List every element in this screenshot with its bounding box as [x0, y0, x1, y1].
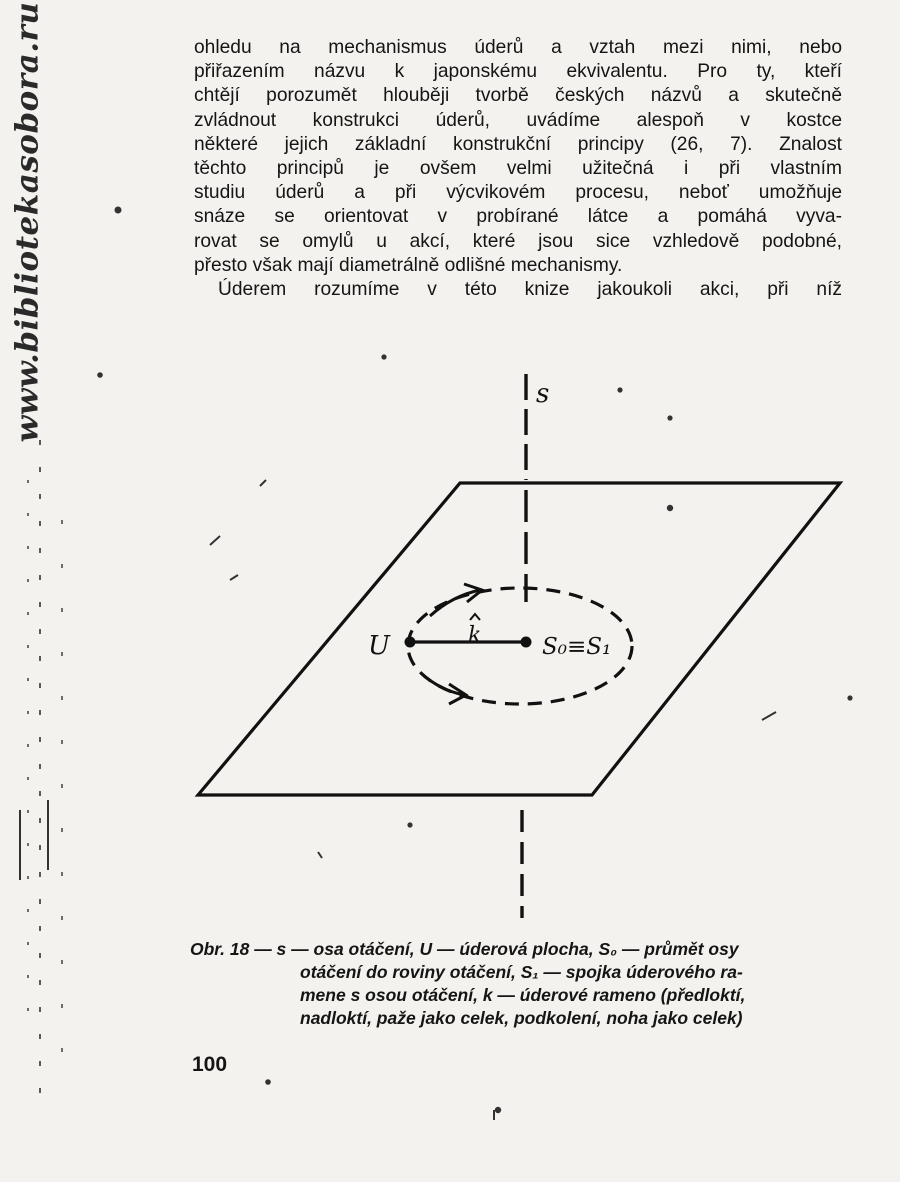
label-arm-k: k: [468, 623, 482, 648]
body-line: těchto principů je ovšem velmi užitečná i při vlastním: [194, 158, 842, 180]
body-line: rovat se omylů u akcí, které jsou sice vzhledově podobné,: [194, 230, 842, 252]
figure-18: [0, 340, 900, 930]
body-line: přesto však mají diametrálně odlišné mechanismy.: [194, 254, 623, 276]
figure-caption: [190, 938, 850, 1030]
body-line: studiu úderů a při výcvikovém procesu, neboť umožňuje: [194, 182, 842, 204]
caption-line: Obr. 18 — s — osa otáčení, U — úderová plocha, S₀ — průmět osy: [190, 939, 739, 959]
rotation-plane: [198, 483, 840, 795]
body-line: přiřazením názvu k japonskému ekvivalentu. Pro ty, kteří: [194, 61, 842, 83]
center-point-dot: [521, 637, 532, 648]
watermark-text: www.bibliotekasobora.ru: [9, 1, 46, 443]
caption-line: otáčení do roviny otáčení, S₁ — spojka úderového ra-: [300, 962, 743, 982]
body-line: zvládnout konstrukci úderů, uvádíme alespoň v kostce: [194, 109, 842, 131]
rotation-diagram: [0, 340, 900, 930]
label-center-s0-s1: S₀≡S₁: [542, 634, 612, 660]
point-u-dot: [405, 637, 416, 648]
body-line: ohledu na mechanismus úderů a vztah mezi nimi, nebo: [194, 37, 842, 58]
body-text: [194, 36, 842, 302]
caption-line: mene s osou otáčení, k — úderové rameno (předloktí,: [300, 985, 746, 1005]
body-line: snáze se orientovat v probírané látce a pomáhá vyva-: [194, 206, 842, 228]
hat-mark: [470, 614, 480, 620]
label-axis-s: s: [536, 379, 550, 409]
body-line-paragraph-start: Úderem rozumíme v této knize jakoukoli akci, při níž: [218, 279, 842, 301]
arrow-lower: [422, 674, 466, 704]
body-line: některé jejich základní konstrukční principy (26, 7). Znalost: [194, 133, 842, 155]
arrow-upper: [430, 584, 482, 616]
caption-line: nadloktí, paže jako celek, podkolení, noha jako celek): [300, 1008, 743, 1028]
page-number: 100: [192, 1053, 228, 1076]
body-line: chtějí porozumět hlouběji tvorbě českých názvů a skutečně: [194, 85, 842, 107]
label-point-u: U: [368, 631, 390, 661]
